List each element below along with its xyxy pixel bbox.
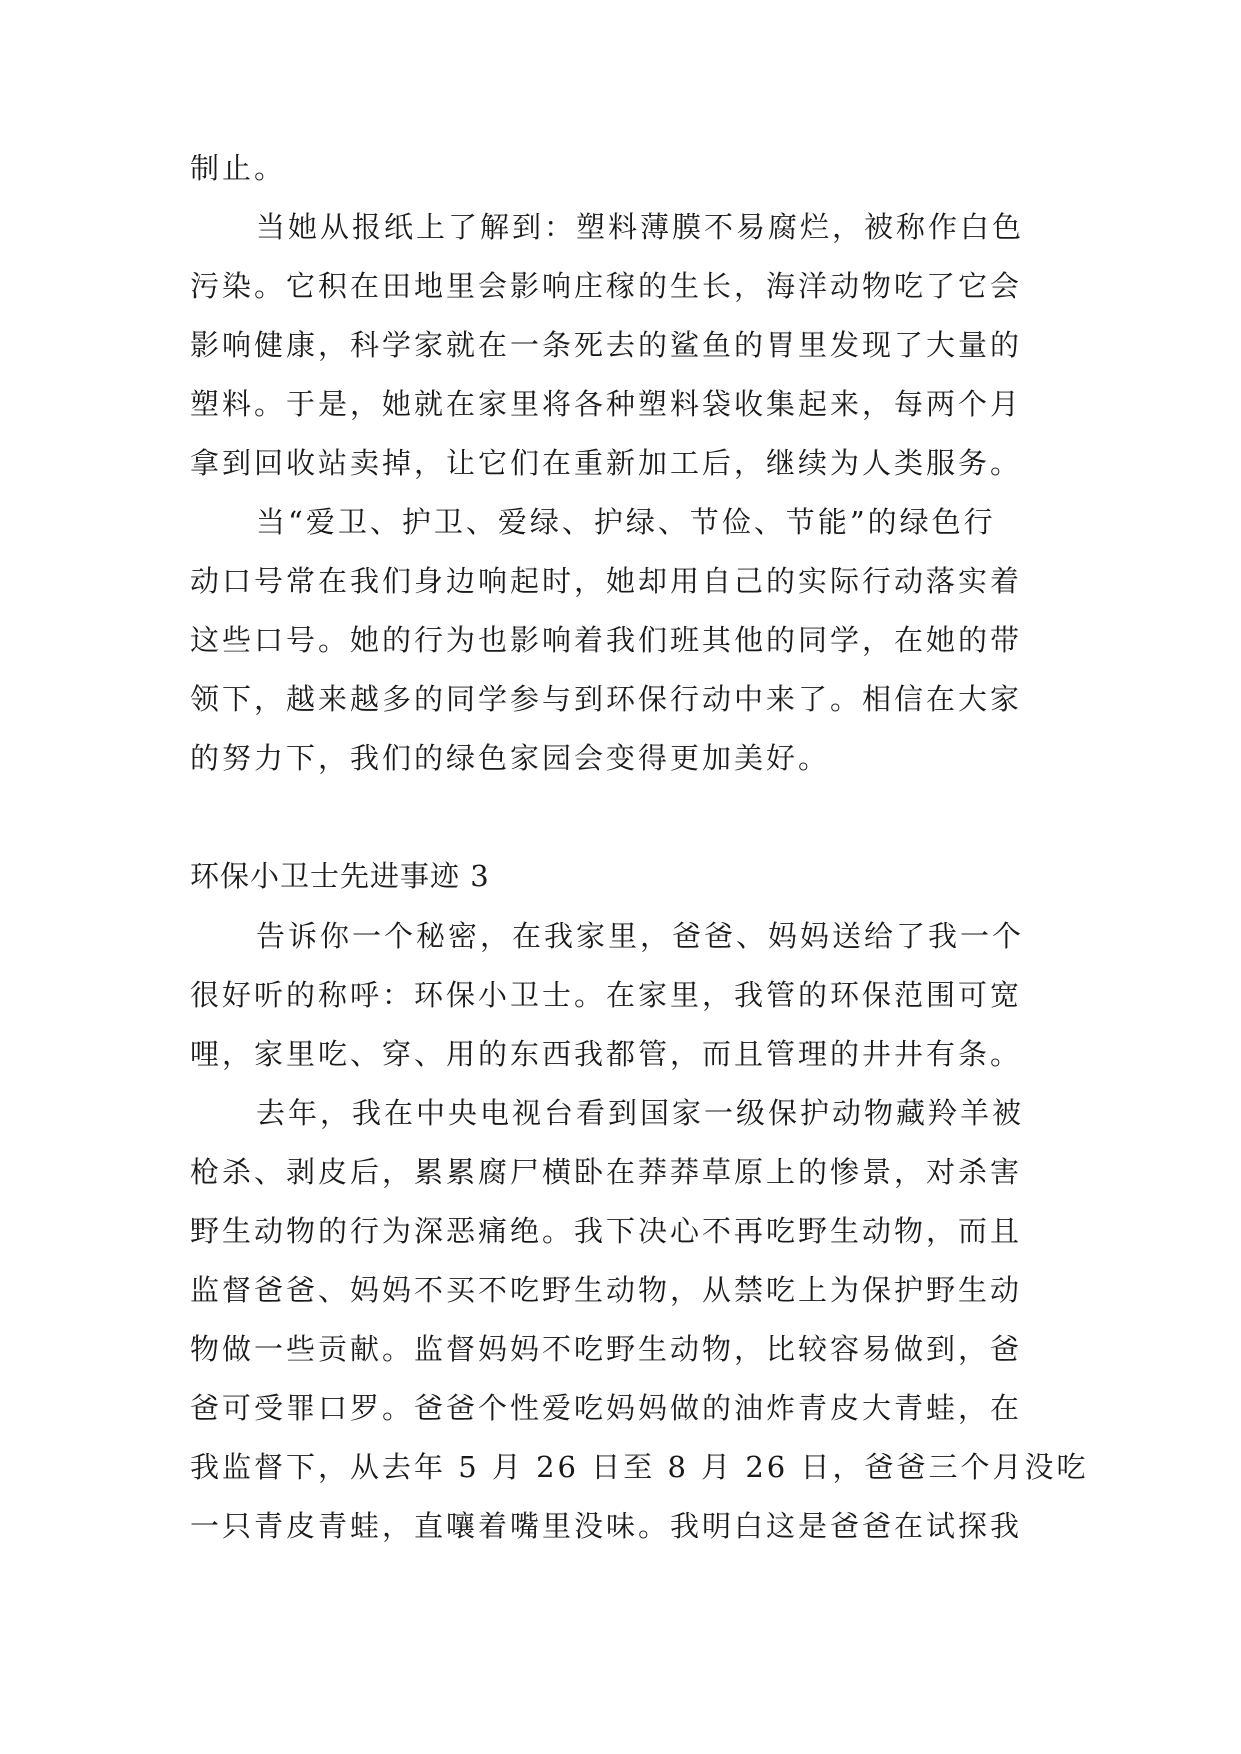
paragraph-line: 这些口号。她的行为也影响着我们班其他的同学，在她的带	[190, 623, 1023, 657]
paragraph-line: 动口号常在我们身边响起时，她却用自己的实际行动落实着	[190, 564, 1023, 598]
paragraph-line: 一只青皮青蛙，直嚷着嘴里没味。我明白这是爸爸在试探我	[190, 1509, 1023, 1543]
paragraph-line: 污染。它积在田地里会影响庄稼的生长，海洋动物吃了它会	[190, 269, 1023, 303]
paragraph-line: 枪杀、剥皮后，累累腐尸横卧在莽莽草原上的惨景，对杀害	[190, 1155, 1023, 1189]
paragraph-line: 告诉你一个秘密，在我家里，爸爸、妈妈送给了我一个	[256, 919, 1025, 953]
paragraph-line: 去年，我在中央电视台看到国家一级保护动物藏羚羊被	[256, 1096, 1025, 1130]
paragraph-line: 我监督下，从去年 5 月 26 日至 8 月 26 日，爸爸三个月没吃	[190, 1450, 1089, 1484]
paragraph-line: 很好听的称呼：环保小卫士。在家里，我管的环保范围可宽	[190, 978, 1023, 1012]
paragraph-line: 领下，越来越多的同学参与到环保行动中来了。相信在大家	[190, 682, 1023, 716]
section-title: 环保小卫士先进事迹 3	[190, 859, 490, 893]
paragraph-line: 当她从报纸上了解到：塑料薄膜不易腐烂，被称作白色	[256, 210, 1025, 244]
paragraph-line: 的努力下，我们的绿色家园会变得更加美好。	[190, 741, 831, 775]
paragraph-line: 塑料。于是，她就在家里将各种塑料袋收集起来，每两个月	[190, 387, 1023, 421]
paragraph-line: 拿到回收站卖掉，让它们在重新加工后，继续为人类服务。	[190, 446, 1023, 480]
paragraph-line: 物做一些贡献。监督妈妈不吃野生动物，比较容易做到，爸	[190, 1332, 1023, 1366]
paragraph-line: 制止。	[190, 151, 287, 185]
paragraph-line: 监督爸爸、妈妈不买不吃野生动物，从禁吃上为保护野生动	[190, 1273, 1023, 1307]
paragraph-line: 哩，家里吃、穿、用的东西我都管，而且管理的井井有条。	[190, 1037, 1023, 1071]
paragraph-line: 当“爱卫、护卫、爱绿、护绿、节俭、节能”的绿色行	[256, 505, 996, 539]
paragraph-line: 爸可受罪口罗。爸爸个性爱吃妈妈做的油炸青皮大青蛙，在	[190, 1391, 1023, 1425]
paragraph-line: 影响健康，科学家就在一条死去的鲨鱼的胃里发现了大量的	[190, 328, 1023, 362]
paragraph-line: 野生动物的行为深恶痛绝。我下决心不再吃野生动物，而且	[190, 1214, 1023, 1248]
